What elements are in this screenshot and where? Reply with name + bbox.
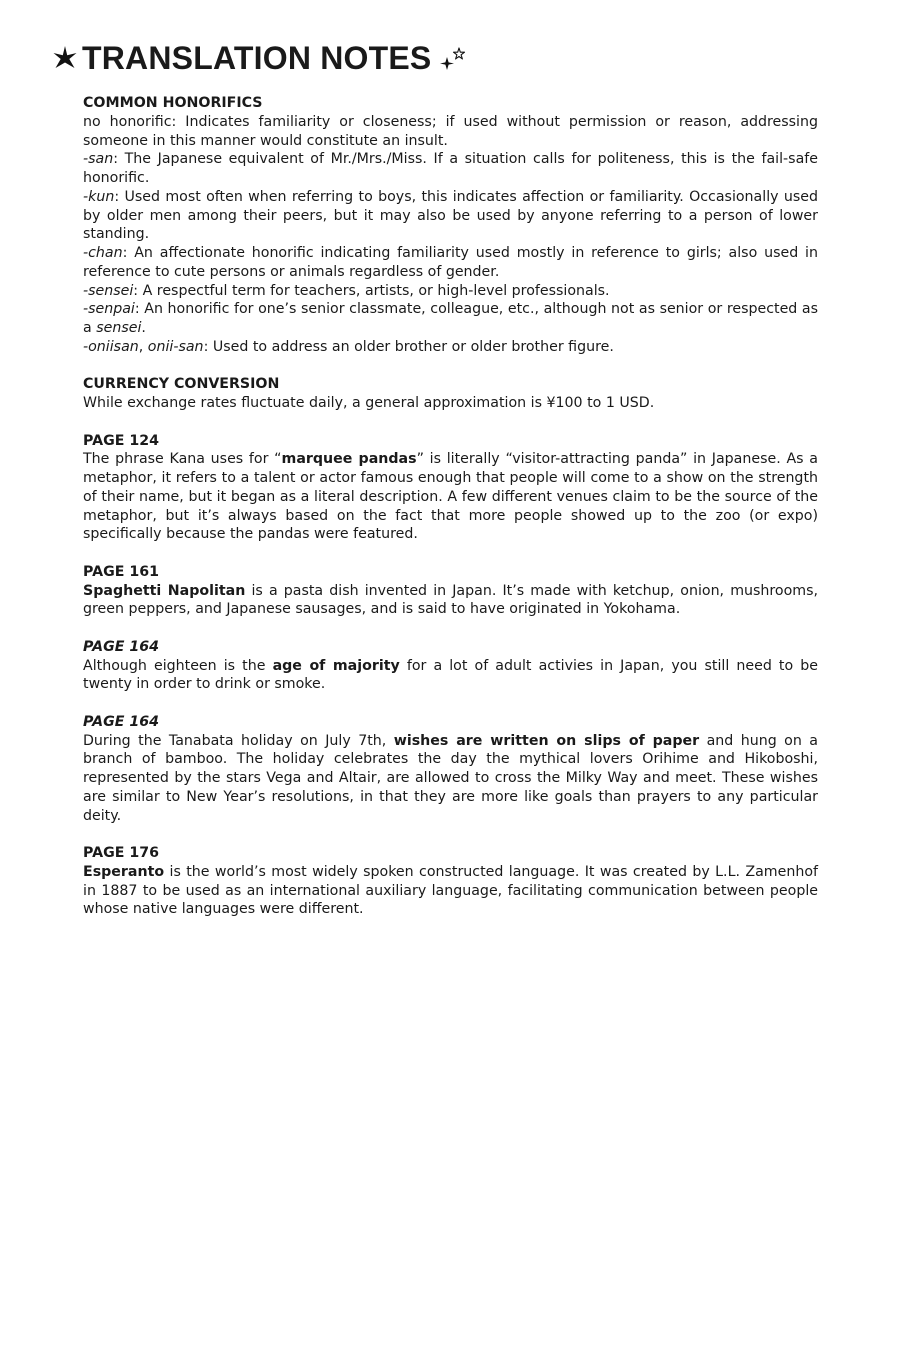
- note-text: While exchange rates fluctuate daily, a general approximation is ¥100 to 1 USD.: [83, 395, 655, 411]
- honorific-entry: -oniisan, onii-san: Used to address an older brother or older brother figure.: [83, 338, 614, 355]
- note-text: The phrase Kana uses for “marquee pandas” is literally “visitor-attracting panda” in Japanese. As a metaphor, it refers to a talent or actor famous enough that people will come to a show on the strength of their name, but it began as a literal description. A few different venues claim to be the source of the metaphor, but it’s always based on the fact that more people showed up to the zoo (or expo) specifically because the pandas were featured.: [83, 451, 818, 543]
- twin-stars-icon: [438, 45, 468, 73]
- page-title: TRANSLATION NOTES: [82, 40, 432, 76]
- honorific-entry: -sensei: A respectful term for teachers, artists, or high-level professionals.: [83, 282, 610, 299]
- page-164-note-tanabata: [83, 713, 818, 826]
- page-176-note: [83, 844, 818, 919]
- honorific-entry: -senpai: An honorific for one’s senior classmate, colleague, etc., although not as senior or respected as a sensei.: [83, 301, 818, 336]
- page-164-note-majority: [83, 638, 818, 694]
- section-heading: PAGE 124: [83, 432, 159, 449]
- page-124-note: [83, 432, 818, 545]
- honorifics-section: [83, 94, 818, 357]
- note-text: Spaghetti Napolitan is a pasta dish invented in Japan. It’s made with ketchup, onion, mushrooms, green peppers, and Japanese sausages, and is said to have originated in Yokohama.: [83, 582, 818, 618]
- honorific-entry: -kun: Used most often when referring to boys, this indicates affection or familiarity. Occasionally used by older men among their peers, but it may also be used by anyone referring to a person of lower standing.: [83, 188, 818, 243]
- note-text: Esperanto is the world’s most widely spoken constructed language. It was created by L.L. Zamenhof in 1887 to be used as an international auxiliary language, facilitating communication between people whose native languages were different.: [83, 863, 818, 918]
- note-text: Although eighteen is the age of majority for a lot of adult activies in Japan, you still need to be twenty in order to drink or smoke.: [83, 657, 818, 693]
- section-heading: PAGE 164: [83, 713, 159, 730]
- asterisk-star-icon: [52, 45, 78, 71]
- section-heading: COMMON HONORIFICS: [83, 95, 263, 111]
- page-header: [52, 38, 468, 78]
- honorific-entry: no honorific: Indicates familiarity or closeness; if used without permission or reason, addressing someone in this manner would constitute an insult.: [83, 113, 818, 149]
- section-heading: PAGE 164: [83, 638, 159, 655]
- notes-body: [83, 94, 818, 938]
- section-heading: PAGE 161: [83, 563, 159, 580]
- section-heading: PAGE 176: [83, 845, 159, 861]
- currency-section: [83, 375, 818, 413]
- honorific-entry: -chan: An affectionate honorific indicating familiarity used mostly in reference to girls; also used in reference to cute persons or animals regardless of gender.: [83, 245, 818, 280]
- note-text: During the Tanabata holiday on July 7th, wishes are written on slips of paper and hung on a branch of bamboo. The holiday celebrates the day the mythical lovers Orihime and Hikoboshi, represented by the stars Vega and Altair, are allowed to cross the Milky Way and meet. These wishes are similar to New Year’s resolutions, in that they are more like goals than prayers to any particular deity.: [83, 732, 818, 824]
- section-heading: CURRENCY CONVERSION: [83, 376, 280, 393]
- honorific-entry: -san: The Japanese equivalent of Mr./Mrs./Miss. If a situation calls for politeness, this is the fail-safe honorific.: [83, 151, 818, 186]
- page-161-note: [83, 563, 818, 619]
